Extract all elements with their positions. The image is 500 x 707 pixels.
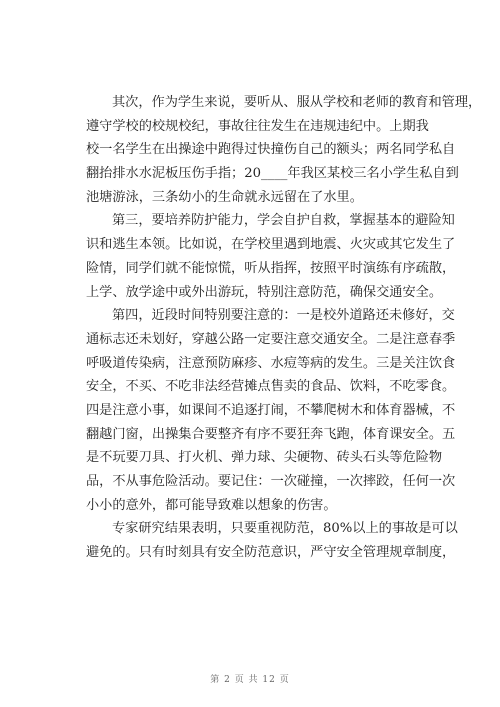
text-line: 校一名学生在出操途中跑得过快撞伤自己的额头；两名同学私自 [86, 142, 456, 158]
text-line: 四是注意小事，如课间不追逐打闹，不攀爬树木和体育器械，不 [86, 402, 456, 418]
text-line: 翻越门窗，出操集合要整齐有序不要狂奔飞跑，体育课安全。五 [86, 426, 456, 442]
text-line: 专家研究结果表明，只要重视防范，80%以上的事故是可以 [112, 521, 458, 537]
text-line: 是不玩要刀具、打火机、弹力球、尖硬物、砖头石头等危险物 [86, 450, 443, 466]
text-line: 避免的。只有时刻具有安全防范意识，严守安全管理规章制度， [86, 545, 456, 561]
text-line: 第三，要培养防护能力，学会自护自救，掌握基本的避险知 [112, 213, 455, 229]
text-line: 上学、放学途中或外出游玩，特别注意防范，确保交通安全。 [86, 284, 443, 300]
paragraph-second-point [86, 91, 482, 209]
text-line: 通标志还未划好，穿越公路一定要注意交通安全。二是注意春季 [86, 331, 456, 347]
paragraph-expert-research [86, 517, 458, 564]
text-line: 品，不从事危险活动。要记住：一次碰撞，一次摔跤，任何一次 [86, 474, 456, 489]
text-line: 小小的意外，都可能导致难以想象的伤害。 [86, 497, 337, 513]
text-line: 其次，作为学生来说，要听从、服从学校和老师的教育和管理， [112, 95, 482, 110]
document-body [86, 91, 482, 565]
paragraph-fourth-point [86, 304, 456, 517]
text-line: 险情，同学们就不能惊慌，听从指挥，按照平时演练有序疏散， [86, 260, 456, 276]
text-line: 池塘游泳，三条幼小的生命就永远留在了水里。 [86, 189, 363, 205]
text-line: 第四，近段时间特别要注意的：一是校外道路还未修好，交 [112, 308, 455, 324]
page-number-footer: 第 2 页 共 12 页 [210, 675, 290, 685]
text-line: 安全，不买、不吃非法经营摊点售卖的食品、饮料，不吃零食。 [86, 379, 456, 395]
text-line: 识和逃生本领。比如说，在学校里遇到地震、火灾或其它发生了 [86, 237, 456, 253]
text-line: 呼吸道传染病，注意预防麻疹、水痘等病的发生。三是关注饮食 [86, 355, 456, 371]
text-line: 翻抬排水水泥板压伤手指；20____年我区某校三名小学生私自到 [86, 166, 459, 182]
paragraph-third-point [86, 209, 456, 304]
text-line: 遵守学校的校规校纪，事故往往发生在违规违纪中。上期我 [86, 118, 429, 134]
